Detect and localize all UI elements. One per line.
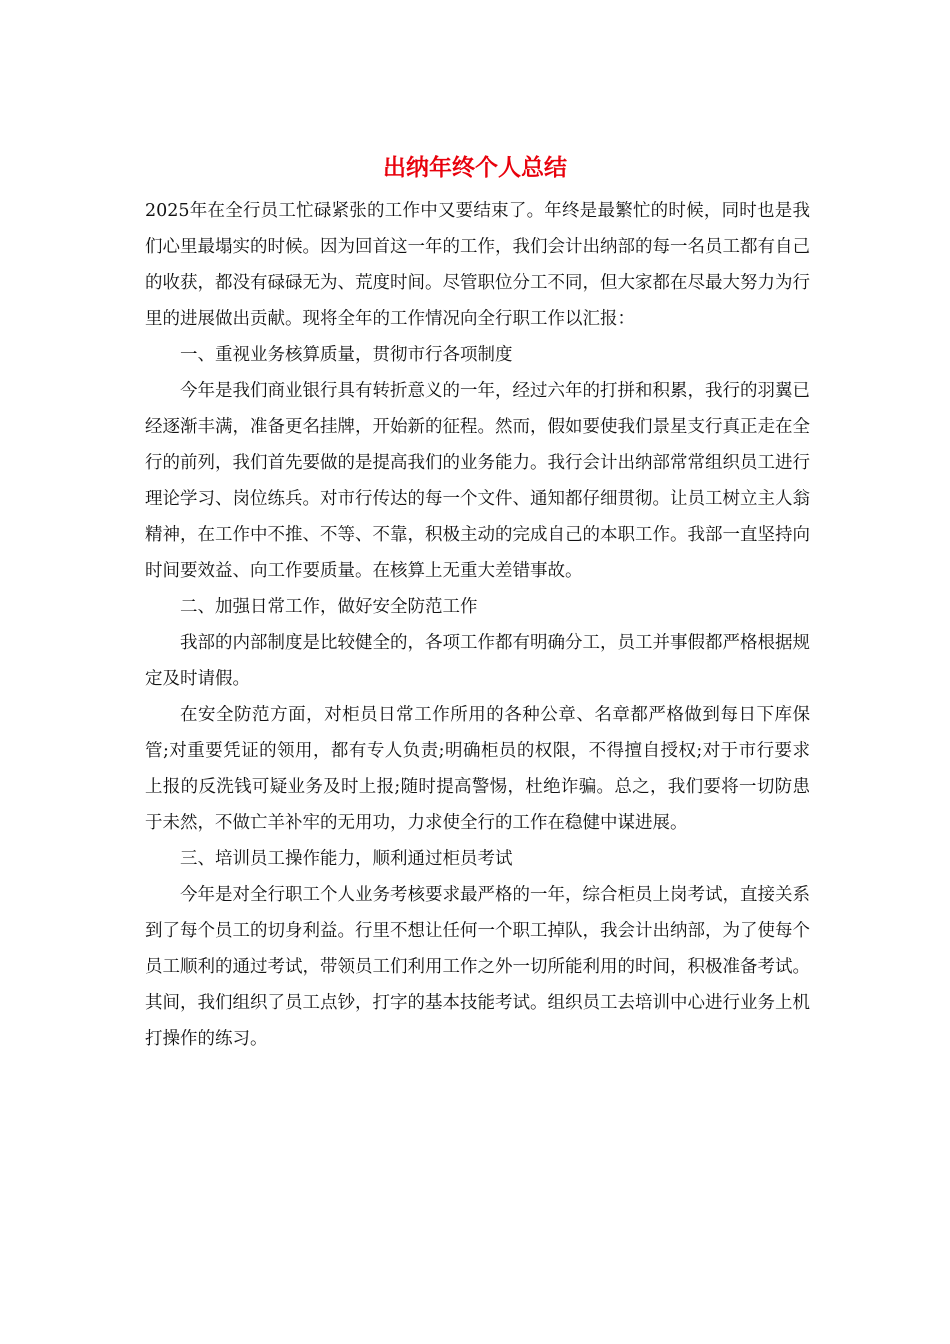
paragraph-section-1: 今年是我们商业银行具有转折意义的一年，经过六年的打拼和积累，我行的羽翼已经逐渐丰满，准备更名挂牌，开始新的征程。然而，假如要使我们景星支行真正走在全行的前列，我们首先要做的是提高我们的业务能力。我行会计出纳部常常组织员工进行理论学习、岗位练兵。对市行传达的每一个文件、通知都仔细贯彻。让员工树立主人翁精神，在工作中不推、不等、不靠，积极主动的完成自己的本职工作。我部一直坚持向时间要效益、向工作要质量。在核算上无重大差错事故。 [145,381,810,581]
document-title: 出纳年终个人总结 [383,154,567,181]
paragraph-section-2a: 我部的内部制度是比较健全的，各项工作都有明确分工，员工并事假都严格根据规定及时请假。 [145,633,810,689]
paragraph-intro: 2025年在全行员工忙碌紧张的工作中又要结束了。年终是最繁忙的时候，同时也是我们心里最塌实的时候。因为回首这一年的工作，我们会计出纳部的每一名员工都有自己的收获，都没有碌碌无为、荒度时间。尽管职位分工不同，但大家都在尽最大努力为行里的进展做出贡献。现将全年的工作情况向全行职工作以汇报： [145,201,810,329]
section-heading-3: 三、培训员工操作能力，顺利通过柜员考试 [180,849,513,869]
paragraph-section-3: 今年是对全行职工个人业务考核要求最严格的一年，综合柜员上岗考试，直接关系到了每个员工的切身利益。行里不想让任何一个职工掉队，我会计出纳部，为了使每个员工顺利的通过考试，带领员工们利用工作之外一切所能利用的时间，积极准备考试。其间，我们组织了员工点钞，打字的基本技能考试。组织员工去培训中心进行业务上机打操作的练习。 [145,885,810,1049]
paragraph-section-2b: 在安全防范方面，对柜员日常工作所用的各种公章、名章都严格做到每日下库保管;对重要凭证的领用，都有专人负责;明确柜员的权限，不得擅自授权;对于市行要求上报的反洗钱可疑业务及时上报;随时提高警惕，杜绝诈骗。总之，我们要将一切防患于未然，不做亡羊补牢的无用功，力求使全行的工作在稳健中谋进展。 [145,705,810,833]
section-heading-2: 二、加强日常工作，做好安全防范工作 [180,597,478,617]
section-heading-1: 一、重视业务核算质量，贯彻市行各项制度 [180,345,513,365]
document-body [145,193,810,1057]
